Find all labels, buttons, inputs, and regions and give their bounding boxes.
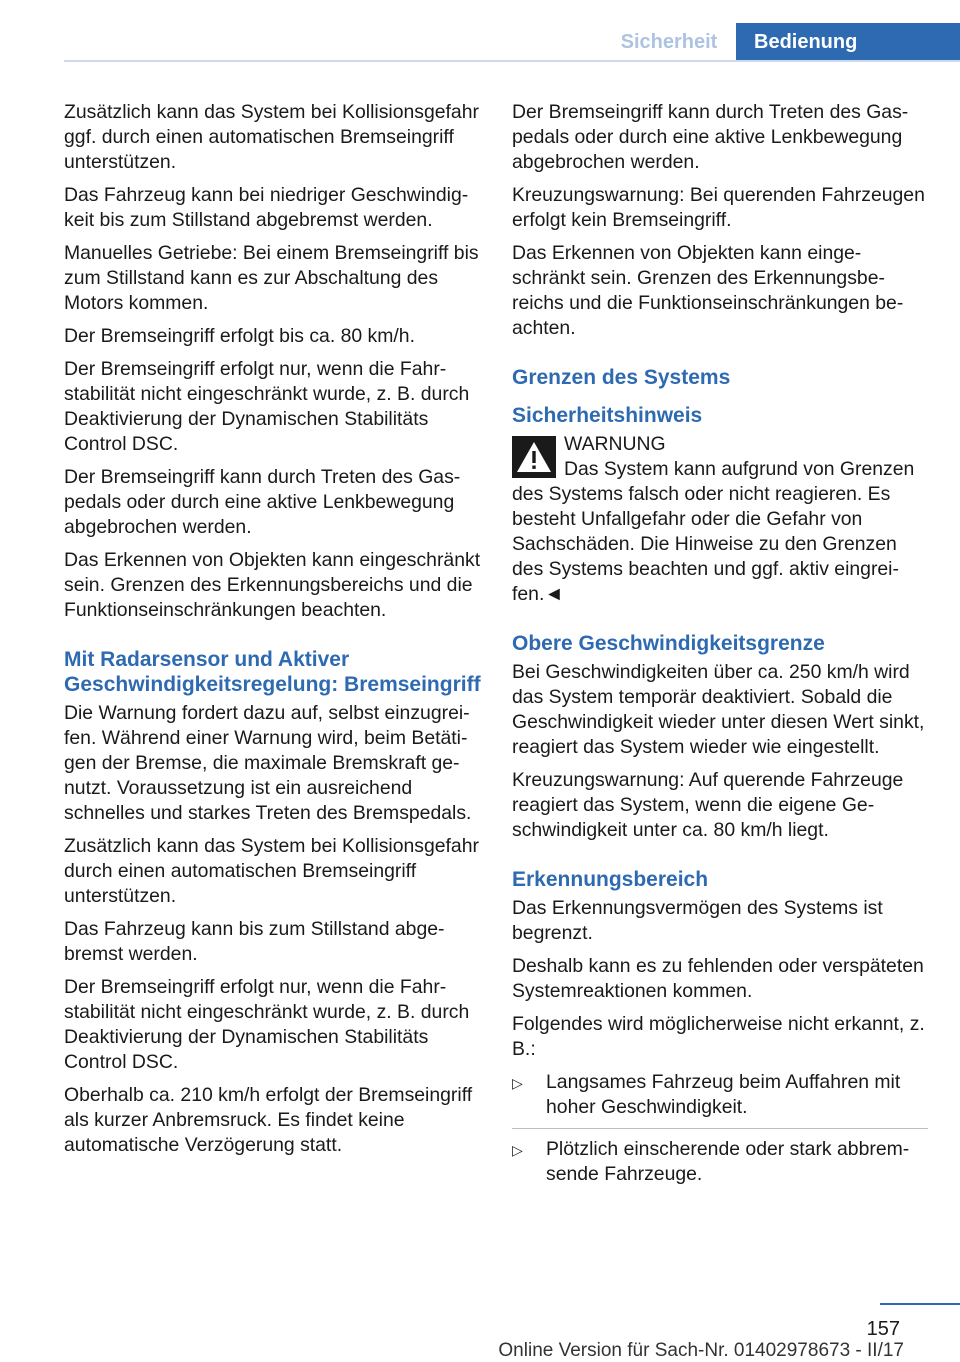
warning-first-line: Das System kann aufgrund von Grenzen [564, 458, 915, 480]
left-column [64, 100, 484, 1166]
paragraph: Zusätzlich kann das System bei Kollisionsgefahr ggf. durch einen automatischen Bremseingriff unterstützen. [64, 101, 479, 173]
paragraph: Das Erkennungsvermögen des Systems ist begrenzt. [512, 897, 883, 944]
page-header [0, 0, 960, 64]
list-divider [512, 1128, 928, 1129]
paragraph: Deshalb kann es zu fehlenden oder verspäteten Systemreaktionen kommen. [512, 955, 924, 1002]
triangle-bullet-icon: ▷ [512, 1075, 523, 1091]
header-divider [64, 60, 960, 62]
section-heading-radar: Mit Radarsensor und Aktiver Geschwindigkeitsregelung: Bremseingriff [64, 648, 481, 696]
right-column [512, 100, 928, 1195]
list-item-text: Plötzlich einscherende oder stark abbremsende Fahrzeuge. [546, 1138, 910, 1185]
triangle-bullet-icon: ▷ [512, 1142, 523, 1158]
subheading-speed-limit: Obere Geschwindigkeitsgrenze [512, 632, 825, 655]
tab-sicherheit[interactable]: Sicherheit [620, 31, 718, 53]
paragraph: Kreuzungswarnung: Auf querende Fahrzeuge reagiert das System, wenn die eigene Geschwindigkeit unter ca. 80 km/h liegt. [512, 769, 904, 841]
tab-bedienung[interactable]: Bedienung [736, 23, 960, 61]
paragraph: Folgendes wird möglicherweise nicht erkannt, z. B.: [512, 1013, 925, 1060]
section-heading-limits: Grenzen des Systems [512, 366, 731, 389]
subheading-detection-range: Erkennungsbereich [512, 868, 709, 891]
list-item-text: Langsames Fahrzeug beim Auffahren mit hoher Geschwindigkeit. [546, 1071, 901, 1118]
paragraph: Der Bremseingriff kann durch Treten des Gaspedals oder durch eine aktive Lenkbewegung abgebrochen werden. [512, 101, 909, 173]
paragraph: Der Bremseingriff erfolgt nur, wenn die Fahrstabilität nicht eingeschränkt wurde, z. B. durch Deaktivierung der Dynamischen Stabilitäts Control DSC. [64, 976, 470, 1073]
subheading-safety: Sicherheitshinweis [512, 404, 703, 427]
warning-box [512, 432, 928, 607]
warning-title: WARNUNG [564, 433, 666, 455]
paragraph: Der Bremseingriff erfolgt nur, wenn die Fahrstabilität nicht eingeschränkt wurde, z. B. durch Deaktivierung der Dynamischen Stabilitäts Control DSC. [64, 358, 470, 455]
list-item [512, 1137, 928, 1187]
list-item [512, 1070, 928, 1120]
paragraph: Das Fahrzeug kann bei niedriger Geschwindigkeit bis zum Stillstand abgebremst werden. [64, 184, 469, 231]
paragraph: Der Bremseingriff kann durch Treten des Gaspedals oder durch eine aktive Lenkbewegung abgebrochen werden. [64, 466, 461, 538]
paragraph: Oberhalb ca. 210 km/h erfolgt der Bremseingriff als kurzer Anbremsruck. Es findet keine automatische Verzögerung statt. [64, 1084, 473, 1156]
paragraph: Zusätzlich kann das System bei Kollisionsgefahr durch einen automatischen Bremseingriff unterstützen. [64, 835, 479, 907]
page-number: 157 [866, 1318, 900, 1340]
paragraph: Bei Geschwindigkeiten über ca. 250 km/h wird das System temporär deaktiviert. Sobald die Geschwindigkeit wieder unter diesen Wert sinkt, reagiert das System wieder wie eingestellt. [512, 661, 925, 758]
warning-triangle-icon [512, 436, 556, 478]
paragraph: Das Fahrzeug kann bis zum Stillstand abgebremst werden. [64, 918, 445, 965]
paragraph: Die Warnung fordert dazu auf, selbst einzugreifen. Während einer Warnung wird, beim Betätigen der Bremse, die maximale Bremskraft genutzt. Voraussetzung ist ein ausreichend schnelles und starkes Treten des Bremspedals. [64, 702, 472, 824]
paragraph: Das Erkennen von Objekten kann eingeschränkt sein. Grenzen des Erkennungsbereichs und die Funktionseinschränkungen beachten. [512, 242, 904, 339]
paragraph: Kreuzungswarnung: Bei querenden Fahrzeugen erfolgt kein Bremseingriff. [512, 184, 925, 231]
online-version-note[interactable]: Online Version für Sach-Nr. 01402978673 - II/17 [498, 1340, 904, 1361]
warning-body: des Systems falsch oder nicht reagieren. Es besteht Unfallgefahr oder die Gefahr von Sachschäden. Die Hinweise zu den Grenzen des Systems beachten und ggf. aktiv eingreifen.◄ [512, 483, 899, 605]
footer-accent-line [880, 1303, 960, 1305]
paragraph: Das Erkennen von Objekten kann eingeschränkt sein. Grenzen des Erkennungsbereichs und die Funktionseinschränkungen beachten. [64, 549, 481, 621]
undetected-list [512, 1070, 928, 1187]
paragraph: Der Bremseingriff erfolgt bis ca. 80 km/h. [64, 325, 415, 347]
paragraph: Manuelles Getriebe: Bei einem Bremseingriff bis zum Stillstand kann es zur Abschaltung des Motors kommen. [64, 242, 479, 314]
